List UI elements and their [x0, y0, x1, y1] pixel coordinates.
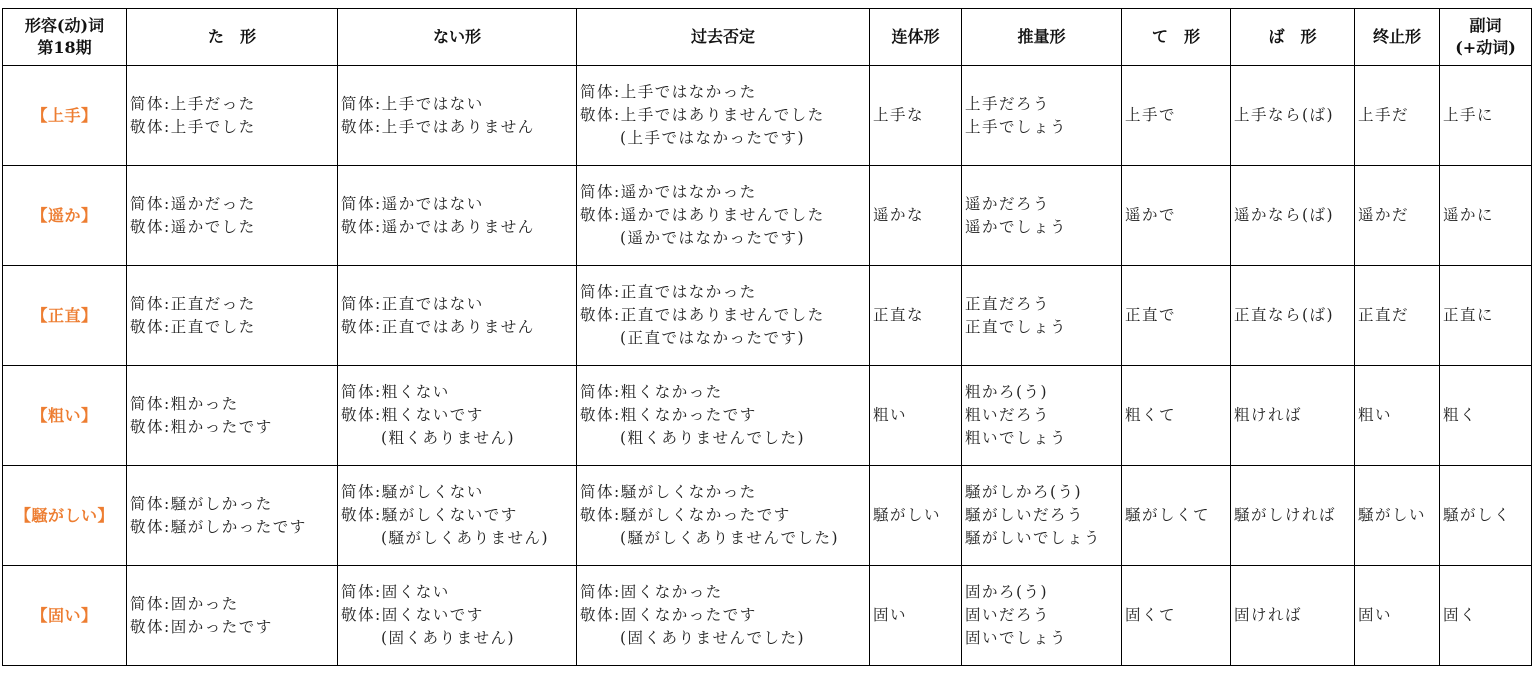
form-line: 简体:上手ではない — [341, 94, 484, 113]
form-line: (上手ではなかったです) — [620, 129, 806, 147]
form-line: 正直だろう — [965, 294, 1051, 313]
suiryo-form-cell — [962, 266, 1122, 366]
form-line: 简体:騒がしくない — [341, 483, 484, 501]
form-text: 遥かで — [1125, 206, 1177, 224]
form-line: 敬体:騒がしくなかったです — [580, 506, 791, 524]
ta-form-lines — [127, 293, 337, 339]
form-line: 简体:遥かではなかった — [580, 183, 757, 201]
form-line: 固いでしょう — [965, 629, 1068, 647]
form-line: 敬体:騒がしくないです — [341, 506, 518, 524]
past-negative-cell — [577, 166, 870, 266]
past-negative-lines — [577, 481, 869, 550]
form-line: 敬体:正直ではありませんでした — [580, 306, 825, 324]
word-cell: 【固い】 — [3, 566, 127, 666]
form-text: 粗い — [1358, 406, 1393, 424]
header-ta-form: た 形 — [127, 9, 338, 66]
adverb-cell — [1440, 166, 1532, 266]
header-nai-form: ない形 — [338, 9, 577, 66]
form-line: 简体:固かった — [130, 594, 239, 613]
header-rentai-form: 连体形 — [870, 9, 962, 66]
form-text: 上手に — [1443, 106, 1495, 124]
form-text: 上手で — [1125, 106, 1177, 124]
form-text: 騒がしくて — [1125, 506, 1211, 524]
word-cell: 【粗い】 — [3, 366, 127, 466]
form-line: 騒がしかろ(う) — [965, 483, 1083, 501]
rentai-form-cell — [870, 566, 962, 666]
form-line: 敬体:粗かったです — [130, 417, 273, 436]
form-line: 简体:粗くなかった — [580, 383, 723, 401]
form-line: (粗くありません) — [381, 429, 516, 447]
form-text: 遥かなら(ば) — [1234, 206, 1335, 224]
form-line: 粗かろ(う) — [965, 383, 1049, 401]
te-form-cell — [1122, 66, 1231, 166]
form-text: 騒がしい — [873, 506, 942, 524]
form-line: (固くありませんでした) — [620, 629, 806, 647]
adverb-note: (+动词) — [1455, 38, 1516, 57]
form-line: 遥かだろう — [965, 194, 1051, 213]
past-negative-lines — [577, 381, 869, 450]
table-row — [3, 266, 1532, 366]
form-line: 正直でしょう — [965, 317, 1068, 336]
form-line: 敬体:上手ではありませんでした — [580, 106, 825, 124]
past-negative-cell — [577, 66, 870, 166]
conjugation-table — [2, 8, 1532, 666]
form-line: (遥かではなかったです) — [620, 229, 806, 247]
form-line: 简体:騒がしかった — [130, 494, 273, 513]
form-line: 简体:正直ではない — [341, 294, 484, 313]
header-adverb — [1440, 9, 1532, 66]
adverb-cell — [1440, 366, 1532, 466]
form-line: 简体:粗かった — [130, 394, 239, 413]
nai-form-lines — [338, 293, 576, 339]
form-line: 敬体:固かったです — [130, 617, 273, 636]
past-negative-lines — [577, 281, 869, 350]
suiryo-form-lines — [962, 93, 1121, 139]
suiryo-form-cell — [962, 566, 1122, 666]
adverb-cell — [1440, 66, 1532, 166]
past-negative-cell — [577, 366, 870, 466]
adverb-cell — [1440, 466, 1532, 566]
form-line: 騒がしいだろう — [965, 506, 1085, 524]
shushi-form-cell — [1355, 466, 1440, 566]
shushi-form-cell — [1355, 366, 1440, 466]
form-text: 粗い — [873, 406, 908, 424]
form-text: 粗くて — [1125, 406, 1177, 424]
rentai-form-cell — [870, 66, 962, 166]
ta-form-cell — [127, 366, 338, 466]
table-body — [3, 66, 1532, 666]
past-negative-lines — [577, 181, 869, 250]
ba-form-cell — [1231, 466, 1355, 566]
word-cell: 【騒がしい】 — [3, 466, 127, 566]
ba-form-cell — [1231, 566, 1355, 666]
form-line: 简体:固くなかった — [580, 583, 723, 601]
ta-form-cell — [127, 566, 338, 666]
nai-form-cell — [338, 366, 577, 466]
form-line: 敬体:正直ではありません — [341, 317, 535, 336]
form-text: 固い — [1358, 606, 1393, 624]
form-text: 固くて — [1125, 606, 1177, 624]
suiryo-form-lines — [962, 193, 1121, 239]
suiryo-form-cell — [962, 366, 1122, 466]
nai-form-cell — [338, 266, 577, 366]
suiryo-form-lines — [962, 481, 1121, 550]
form-line: 简体:遥かだった — [130, 194, 256, 213]
past-negative-cell — [577, 266, 870, 366]
word-cell: 【上手】 — [3, 66, 127, 166]
shushi-form-cell — [1355, 566, 1440, 666]
te-form-cell — [1122, 566, 1231, 666]
form-text: 上手なら(ば) — [1234, 106, 1335, 124]
form-line: 敬体:粗くなかったです — [580, 406, 757, 424]
form-line: (騒がしくありません) — [381, 529, 550, 547]
form-line: 固いだろう — [965, 606, 1051, 624]
form-line: 敬体:騒がしかったです — [130, 517, 307, 536]
shushi-form-cell — [1355, 166, 1440, 266]
form-line: 敬体:遥かではありません — [341, 217, 535, 236]
suiryo-form-cell — [962, 66, 1122, 166]
te-form-cell — [1122, 366, 1231, 466]
ba-form-cell — [1231, 66, 1355, 166]
header-row — [3, 9, 1532, 66]
form-line: 简体:固くない — [341, 583, 450, 601]
header-ba-form: ば 形 — [1231, 9, 1355, 66]
past-negative-cell — [577, 466, 870, 566]
form-text: 騒がしく — [1443, 506, 1512, 524]
form-line: 敬体:遥かでした — [130, 217, 256, 236]
corner-title: 形容(动)词 — [24, 16, 105, 35]
form-text: 騒がしければ — [1234, 506, 1337, 524]
header-suiryo-form: 推量形 — [962, 9, 1122, 66]
rentai-form-cell — [870, 266, 962, 366]
form-line: 固かろ(う) — [965, 583, 1049, 601]
header-shushi-form: 终止形 — [1355, 9, 1440, 66]
ba-form-cell — [1231, 366, 1355, 466]
past-negative-cell — [577, 566, 870, 666]
word-cell: 【正直】 — [3, 266, 127, 366]
form-line: (粗くありませんでした) — [620, 429, 806, 447]
form-text: 正直だ — [1358, 306, 1410, 324]
table-row — [3, 166, 1532, 266]
form-text: 遥かな — [873, 206, 925, 224]
ta-form-lines — [127, 393, 337, 439]
nai-form-lines — [338, 381, 576, 450]
ta-form-lines — [127, 493, 337, 539]
form-text: 正直に — [1443, 306, 1495, 324]
form-line: 上手でしょう — [965, 117, 1068, 136]
corner-header — [3, 9, 127, 66]
adverb-title: 副词 — [1469, 16, 1502, 35]
nai-form-lines — [338, 93, 576, 139]
ta-form-cell — [127, 266, 338, 366]
nai-form-cell — [338, 466, 577, 566]
form-line: 简体:正直だった — [130, 294, 256, 313]
ta-form-cell — [127, 466, 338, 566]
nai-form-lines — [338, 193, 576, 239]
table-row — [3, 466, 1532, 566]
past-negative-lines — [577, 81, 869, 150]
form-line: 敬体:上手ではありません — [341, 117, 535, 136]
form-line: 騒がしいでしょう — [965, 529, 1102, 547]
form-text: 正直な — [873, 306, 925, 324]
nai-form-cell — [338, 66, 577, 166]
form-line: 简体:騒がしくなかった — [580, 483, 757, 501]
form-line: 简体:粗くない — [341, 383, 450, 401]
form-line: (固くありません) — [381, 629, 516, 647]
table-row — [3, 66, 1532, 166]
header-past-negative: 过去否定 — [577, 9, 870, 66]
form-text: 遥かに — [1443, 206, 1495, 224]
form-text: 固い — [873, 606, 908, 624]
adverb-cell — [1440, 566, 1532, 666]
suiryo-form-cell — [962, 466, 1122, 566]
rentai-form-cell — [870, 366, 962, 466]
form-line: 简体:上手だった — [130, 94, 256, 113]
te-form-cell — [1122, 166, 1231, 266]
past-negative-lines — [577, 581, 869, 650]
form-line: 简体:上手ではなかった — [580, 83, 757, 101]
form-line: 敬体:固くないです — [341, 606, 484, 624]
word-cell: 【遥か】 — [3, 166, 127, 266]
te-form-cell — [1122, 266, 1231, 366]
shushi-form-cell — [1355, 266, 1440, 366]
form-text: 遥かだ — [1358, 206, 1410, 224]
ba-form-cell — [1231, 166, 1355, 266]
table-row — [3, 566, 1532, 666]
form-text: 正直なら(ば) — [1234, 306, 1335, 324]
ta-form-lines — [127, 593, 337, 639]
suiryo-form-lines — [962, 581, 1121, 650]
suiryo-form-lines — [962, 293, 1121, 339]
ta-form-lines — [127, 93, 337, 139]
form-text: 正直で — [1125, 306, 1177, 324]
form-text: 上手な — [873, 106, 925, 124]
form-line: 敬体:正直でした — [130, 317, 256, 336]
suiryo-form-cell — [962, 166, 1122, 266]
header-te-form: て 形 — [1122, 9, 1231, 66]
ta-form-cell — [127, 166, 338, 266]
table-row — [3, 366, 1532, 466]
form-text: 上手だ — [1358, 106, 1410, 124]
corner-issue: 第18期 — [37, 38, 92, 57]
form-line: (正直ではなかったです) — [620, 329, 806, 347]
form-line: 敬体:固くなかったです — [580, 606, 757, 624]
ta-form-lines — [127, 193, 337, 239]
nai-form-cell — [338, 566, 577, 666]
nai-form-lines — [338, 581, 576, 650]
form-line: 粗いでしょう — [965, 429, 1068, 447]
nai-form-lines — [338, 481, 576, 550]
form-text: 固く — [1443, 606, 1478, 624]
form-line: 简体:正直ではなかった — [580, 283, 757, 301]
form-text: 粗く — [1443, 406, 1478, 424]
rentai-form-cell — [870, 166, 962, 266]
adverb-cell — [1440, 266, 1532, 366]
shushi-form-cell — [1355, 66, 1440, 166]
te-form-cell — [1122, 466, 1231, 566]
form-text: 騒がしい — [1358, 506, 1427, 524]
rentai-form-cell — [870, 466, 962, 566]
form-line: 遥かでしょう — [965, 217, 1068, 236]
form-line: 粗いだろう — [965, 406, 1051, 424]
form-text: 粗ければ — [1234, 406, 1303, 424]
form-line: 敬体:上手でした — [130, 117, 256, 136]
form-line: 上手だろう — [965, 94, 1051, 113]
form-line: (騒がしくありませんでした) — [620, 529, 840, 547]
form-line: 敬体:遥かではありませんでした — [580, 206, 825, 224]
form-line: 敬体:粗くないです — [341, 406, 484, 424]
form-line: 简体:遥かではない — [341, 194, 484, 213]
ta-form-cell — [127, 66, 338, 166]
suiryo-form-lines — [962, 381, 1121, 450]
form-text: 固ければ — [1234, 606, 1303, 624]
nai-form-cell — [338, 166, 577, 266]
ba-form-cell — [1231, 266, 1355, 366]
